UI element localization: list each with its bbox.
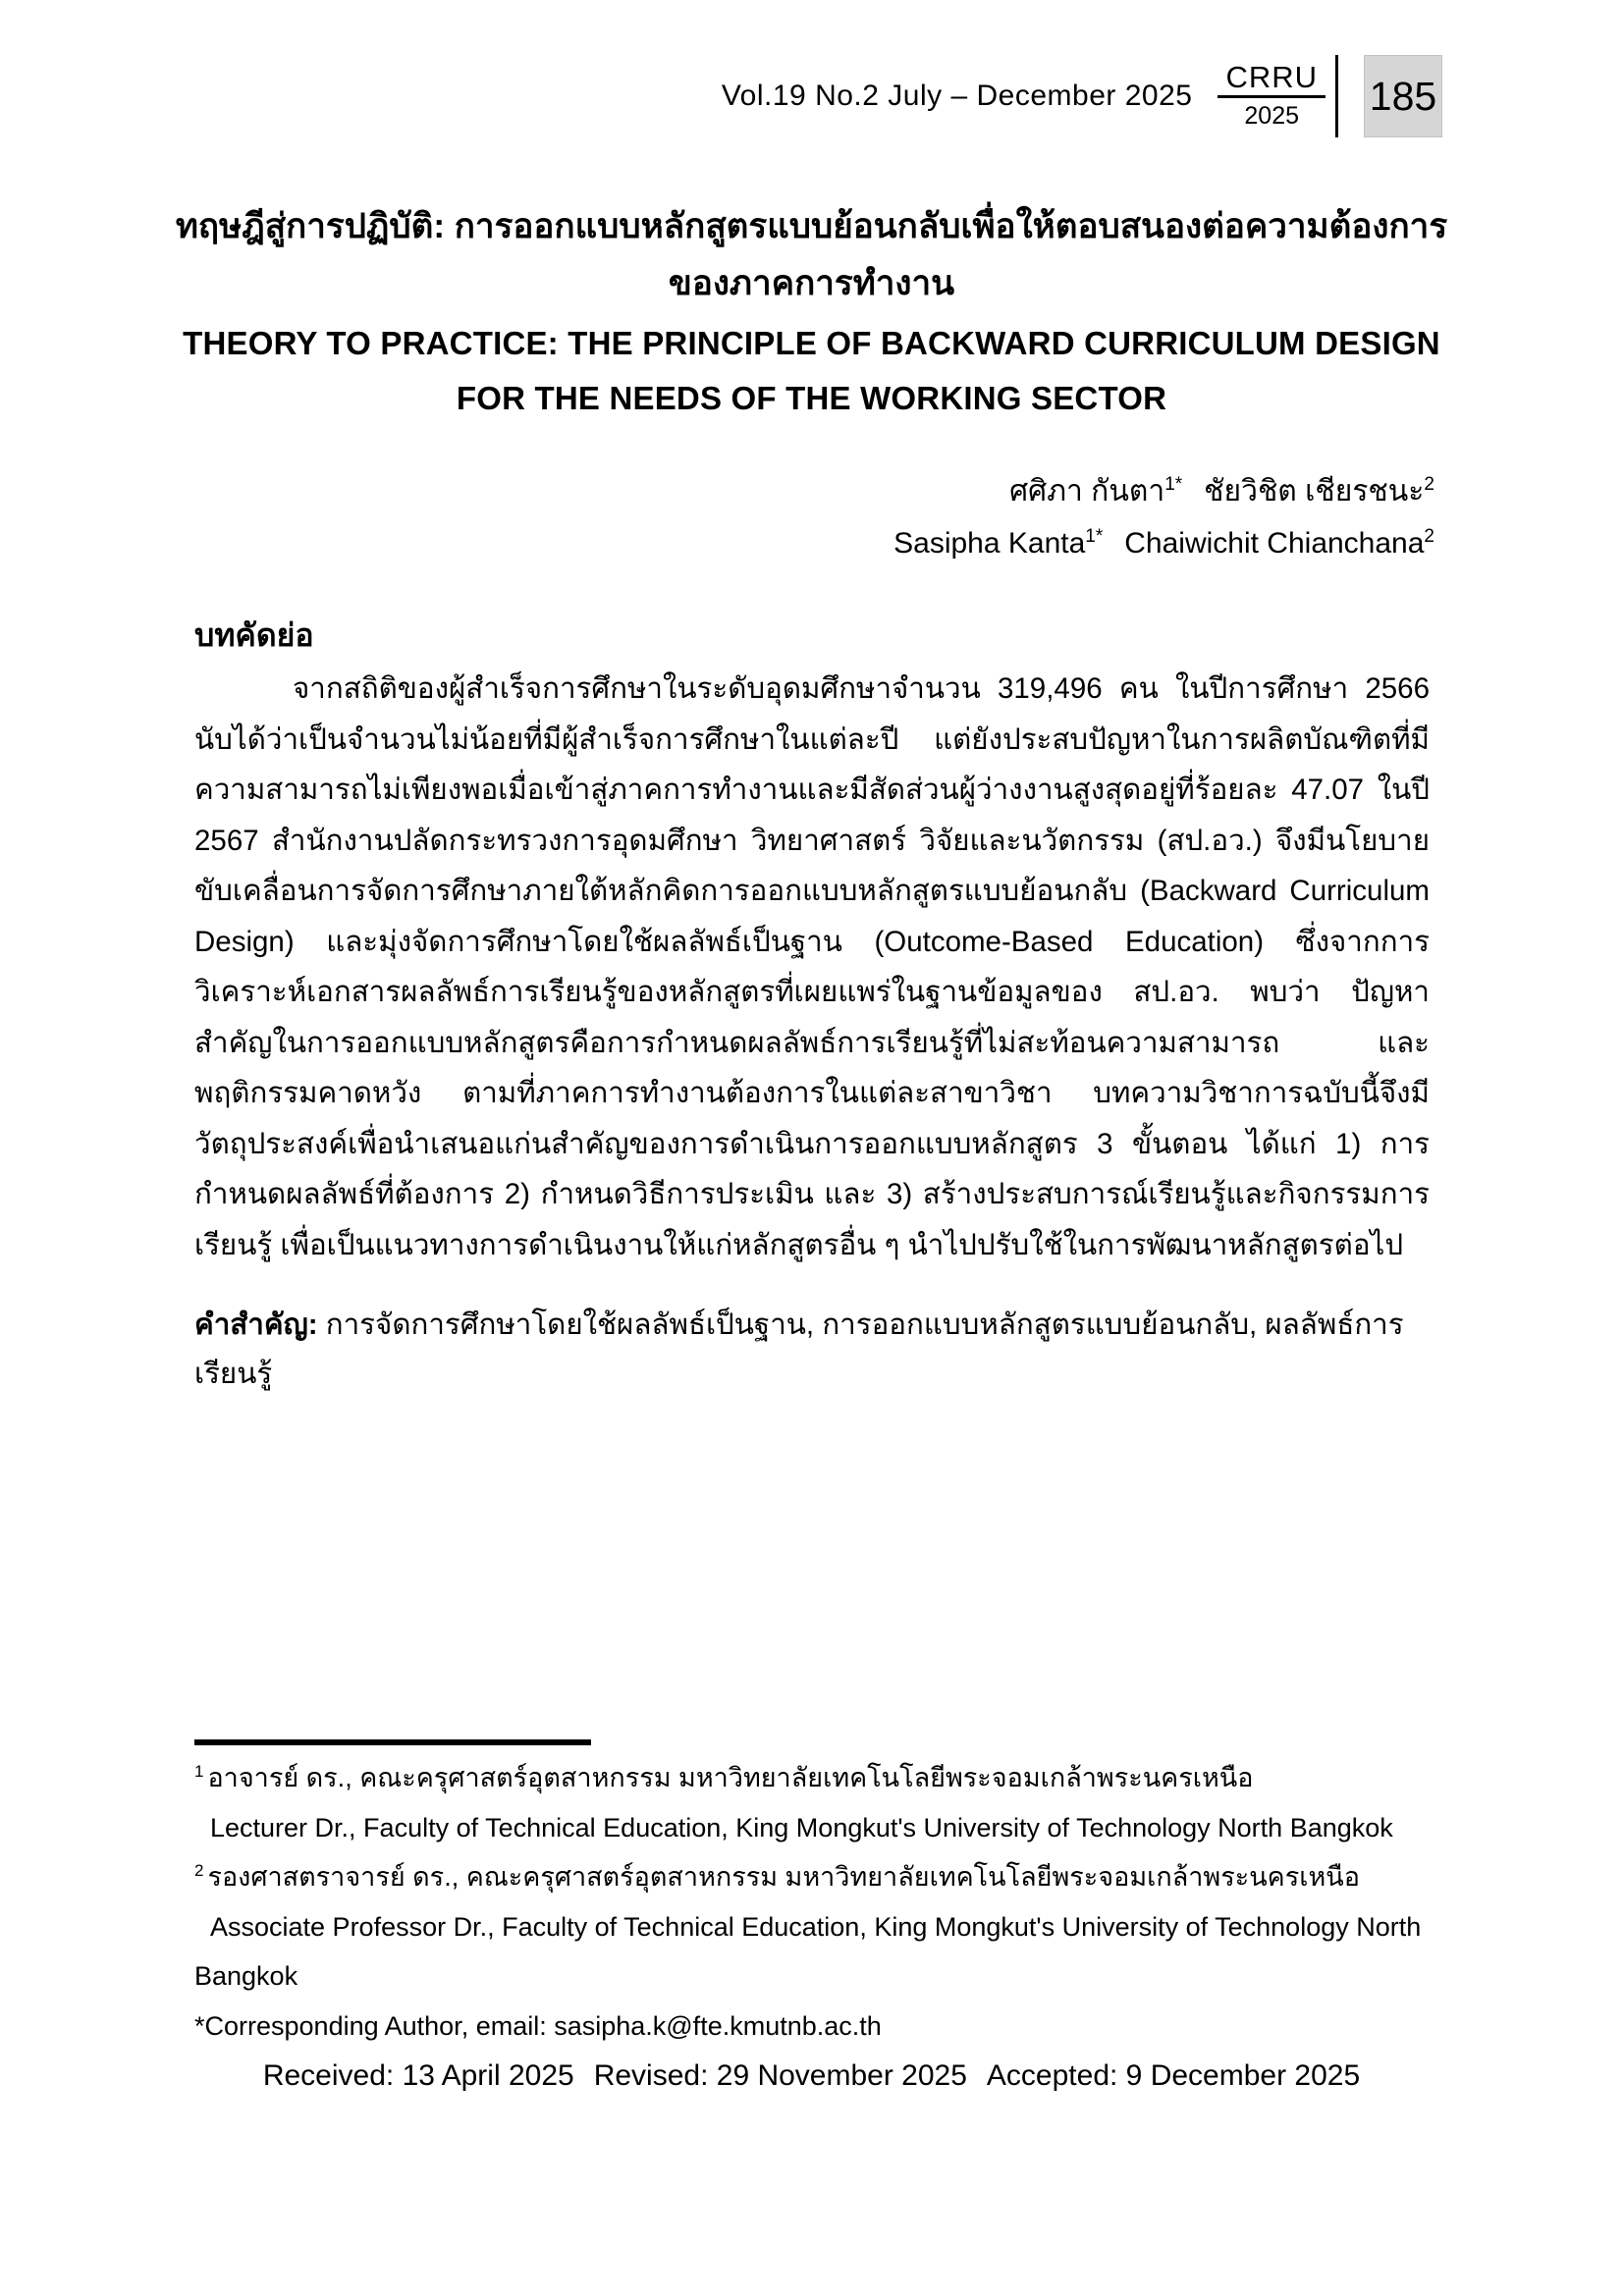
author1-name-english: Sasipha Kanta bbox=[893, 527, 1086, 560]
footnote-superscript: 2 bbox=[194, 1861, 204, 1880]
footnote-text: Lecturer Dr., Faculty of Technical Education, King Mongkut's University of Technology North Bangkok bbox=[210, 1812, 1393, 1842]
page-number-badge: 185 bbox=[1364, 55, 1442, 137]
footnote-text: *Corresponding Author, email: sasipha.k@fte.kmutnb.ac.th bbox=[194, 2010, 882, 2041]
footnote-text: Associate Professor Dr., Faculty of Technical Education, King Mongkut's University of Technology North bbox=[210, 1911, 1422, 1942]
author1-superscript-english: 1* bbox=[1085, 526, 1104, 547]
keywords-label: คำสำคัญ: bbox=[194, 1308, 318, 1341]
article-title-thai-line1: ทฤษฎีสู่การปฏิบัติ: การออกแบบหลักสูตรแบบย้อนกลับเพื่อให้ตอบสนองต่อความต้องการ bbox=[175, 207, 1448, 245]
abstract-heading: บทคัดย่อ bbox=[194, 617, 314, 653]
authors-english bbox=[893, 517, 1434, 569]
received-date: Received: 13 April 2025 bbox=[262, 2059, 574, 2092]
footnote-divider bbox=[194, 1739, 591, 1745]
author1-name-thai: ศศิภา กันตา bbox=[1009, 475, 1165, 507]
footnote-line bbox=[194, 1951, 1441, 2002]
journal-logo-name: CRRU bbox=[1217, 61, 1325, 98]
footnote-text: อาจารย์ ดร., คณะครุศาสตร์อุตสาหกรรม มหาวิทยาลัยเทคโนโลยีพระจอมเกล้าพระนครเหนือ bbox=[207, 1763, 1254, 1792]
author2-superscript-english: 2 bbox=[1424, 526, 1434, 547]
journal-logo bbox=[1217, 55, 1338, 137]
revised-date: Revised: 29 November 2025 bbox=[593, 2059, 967, 2092]
journal-logo-year: 2025 bbox=[1244, 101, 1300, 130]
author2-name-english: Chaiwichit Chianchana bbox=[1124, 527, 1425, 560]
authors-thai bbox=[893, 465, 1434, 517]
footnote-superscript: 1 bbox=[194, 1762, 204, 1781]
author2-name-thai: ชัยวิชิต เชียรชนะ bbox=[1204, 475, 1425, 507]
accepted-date: Accepted: 9 December 2025 bbox=[986, 2059, 1361, 2092]
author-block bbox=[893, 465, 1434, 569]
author1-superscript-thai: 1* bbox=[1164, 474, 1183, 495]
article-title-english-line1: THEORY TO PRACTICE: THE PRINCIPLE OF BACKWARD CURRICULUM DESIGN bbox=[183, 325, 1440, 361]
footnote-line bbox=[194, 1902, 1441, 1952]
footnote-line bbox=[194, 1803, 1441, 1853]
submission-dates bbox=[0, 2059, 1623, 2093]
footnote-line bbox=[194, 1753, 1441, 1803]
footnote-text: Bangkok bbox=[194, 1961, 298, 1991]
author2-superscript-thai: 2 bbox=[1424, 474, 1434, 495]
footnote-line bbox=[194, 2002, 1441, 2052]
keywords-text: การจัดการศึกษาโดยใช้ผลลัพธ์เป็นฐาน, การออกแบบหลักสูตรแบบย้อนกลับ, ผลลัพธ์การเรียนรู้ bbox=[194, 1308, 1404, 1390]
abstract-paragraph: จากสถิติของผู้สำเร็จการศึกษาในระดับอุดมศึกษาจำนวน 319,496 คน ในปีการศึกษา 2566 นับได้ว่าเป็นจำนวนไม่น้อยที่มีผู้สำเร็จการศึกษาในแต่ละปี แต่ยังประสบปัญหาในการผลิตบัณฑิตที่มีความสามารถไม่เพียงพอเมื่อเข้าสู่ภาคการทำงานและมีสัดส่วนผู้ว่างงานสูงสุดอยู่ที่ร้อยละ 47.07 ในปี 2567 สำนักงานปลัดกระทรวงการอุดมศึกษา วิทยาศาสตร์ วิจัยและนวัตกรรม (สป.อว.) จึงมีนโยบายขับเคลื่อนการจัดการศึกษาภายใต้หลักคิดการออกแบบหลักสูตรแบบย้อนกลับ (Backward Curriculum Design) และมุ่งจัดการศึกษาโดยใช้ผลลัพธ์เป็นฐาน (Outcome-Based Education) ซึ่งจากการวิเคราะห์เอกสารผลลัพธ์การเรียนรู้ของหลักสูตรที่เผยแพร่ในฐานข้อมูลของ สป.อว. พบว่า ปัญหาสำคัญในการออกแบบหลักสูตรคือการกำหนดผลลัพธ์การเรียนรู้ที่ไม่สะท้อนความสามารถ และพฤติกรรมคาดหวัง ตามที่ภาคการทำงานต้องการในแต่ละสาขาวิชา บทความวิชาการฉบับนี้จึงมีวัตถุประสงค์เพื่อนำเสนอแก่นสำคัญของการดำเนินการออกแบบหลักสูตร 3 ขั้นตอน ได้แก่ 1) การกำหนดผลลัพธ์ที่ต้องการ 2) กำหนดวิธีการประเมิน และ 3) สร้างประสบการณ์เรียนรู้และกิจกรรมการเรียนรู้ เพื่อเป็นแนวทางการดำเนินงานให้แก่หลักสูตรอื่น ๆ นำไปปรับใช้ในการพัฒนาหลักสูตรต่อไป bbox=[194, 672, 1430, 1261]
footnote-text: รองศาสตราจารย์ ดร., คณะครุศาสตร์อุตสาหกรรม มหาวิทยาลัยเทคโนโลยีพระจอมเกล้าพระนครเหนือ bbox=[207, 1862, 1360, 1892]
article-title-thai-line2: ของภาคการทำงาน bbox=[668, 264, 955, 302]
page-header bbox=[722, 55, 1442, 137]
footnote-line bbox=[194, 1852, 1441, 1902]
journal-issue-text: Vol.19 No.2 July – December 2025 bbox=[721, 80, 1193, 112]
keywords-line bbox=[194, 1301, 1430, 1399]
article-title-thai bbox=[118, 198, 1505, 312]
footnote-block bbox=[194, 1753, 1441, 2051]
article-title-english bbox=[118, 316, 1505, 426]
article-title-english-line2: FOR THE NEEDS OF THE WORKING SECTOR bbox=[456, 380, 1167, 416]
